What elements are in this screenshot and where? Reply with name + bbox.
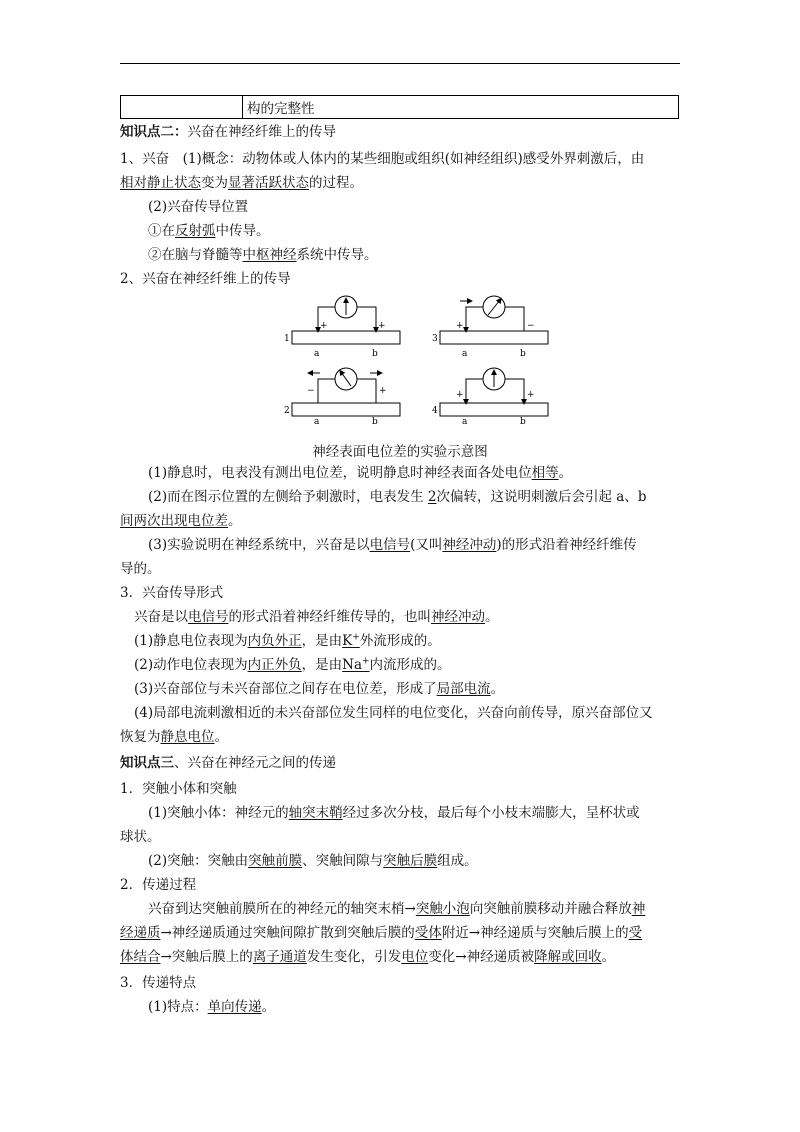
text: 3．传递特点 <box>120 975 197 991</box>
text: (3)实验说明在神经系统中，兴奋是以 <box>148 537 370 553</box>
text: 附近→神经递质与突触后膜上的 <box>441 925 629 941</box>
ion-charge: + <box>362 656 370 667</box>
answer-degraded-or-recycled: 降解或回收 <box>534 949 602 965</box>
answer-one-way: 单向传递 <box>207 999 262 1015</box>
ion-charge: + <box>352 632 360 643</box>
plus-sign: + <box>456 321 464 331</box>
point-b-label: b <box>372 417 378 425</box>
para-synapse-composition <box>148 852 478 870</box>
ion-symbol: Na <box>342 657 362 673</box>
answer-electric-signal: 电信号 <box>369 537 411 553</box>
para-one-way <box>148 998 275 1016</box>
text: 次偏转，这说明刺激后会引起 a、b <box>436 489 647 505</box>
text: (又叫 <box>410 537 443 553</box>
text: 发生变化，引发 <box>306 949 402 965</box>
potential-experiment-figure <box>280 293 560 425</box>
text: 球状。 <box>120 829 161 845</box>
para-stimulus-2 <box>120 512 242 530</box>
section-two-heading <box>120 123 336 141</box>
text: 变为 <box>201 175 228 191</box>
table-cell-right: 构的完整性 <box>243 96 679 119</box>
text: 变化→神经递质被 <box>428 949 535 965</box>
text: 2．传递过程 <box>120 877 197 893</box>
nerve-fiber <box>440 403 548 416</box>
section-two-heading-text: 兴奋在神经纤维上的传导 <box>187 124 336 140</box>
para-excitation-concept-2 <box>120 174 363 192</box>
text: 1．突触小体和突触 <box>120 781 237 797</box>
continuation-table <box>120 95 679 119</box>
text: (1)静息时，电表没有测出电位差，说明静息时神经表面各处电位 <box>148 465 532 481</box>
para-transmission-1 <box>148 900 645 918</box>
answer-potassium <box>342 633 360 649</box>
answer-synaptic-vesicle: 突触小泡 <box>415 901 470 917</box>
text: 3．兴奋传导形式 <box>120 585 224 601</box>
text: (1)静息电位表现为 <box>134 633 248 649</box>
section-three-heading-text: 、兴奋在神经元之间的传递 <box>174 755 336 771</box>
answer-two: 2 <box>427 489 437 505</box>
text: )的形式沿着神经纤维传 <box>496 537 637 553</box>
answer-resting-potential: 静息电位 <box>160 729 215 745</box>
answer-inner-positive: 内正外负 <box>247 657 302 673</box>
point-b-label: b <box>520 349 526 359</box>
text: (2)动作电位表现为 <box>134 657 248 673</box>
text: 恢复为 <box>120 729 161 745</box>
text: 兴奋到达突触前膜所在的神经元的轴突末梢→ <box>148 901 416 917</box>
text: 。 <box>228 513 242 529</box>
answer-postsynaptic-membrane: 突触后膜 <box>383 853 438 869</box>
text: 。 <box>485 609 499 625</box>
text: (2)突触：突触由 <box>148 853 249 869</box>
answer-neurotransmitter-start: 神 <box>631 901 646 917</box>
point-a-label: a <box>314 349 320 359</box>
answer-ion-channel: 离子通道 <box>252 949 307 965</box>
text: 1、兴奋 (1)概念：动物体或人体内的某些细胞或组织(如神经组织)感受外界刺激后，由 <box>120 151 645 167</box>
nerve-fiber <box>292 403 400 416</box>
text: 、突触间隙与 <box>302 853 384 869</box>
answer-active-state: 显著活跃状态 <box>228 175 309 191</box>
answer-equal: 相等 <box>531 465 559 481</box>
answer-nerve-impulse: 神经冲动 <box>442 537 497 553</box>
para-synaptic-knob-1 <box>148 804 640 822</box>
para-propagation-1 <box>134 704 653 722</box>
ion-symbol: K <box>342 633 353 649</box>
setup-number-1: 1 <box>284 334 290 344</box>
answer-sodium <box>342 657 369 673</box>
para-form-summary <box>134 608 499 626</box>
answer-inner-negative: 内负外正 <box>247 633 302 649</box>
para-resting-potential <box>134 632 441 650</box>
answer-potential: 电位 <box>401 949 429 965</box>
plus-sign: + <box>379 386 387 396</box>
text: (4)局部电流刺激相近的未兴奋部位发生同样的电位变化，兴奋向前传导，原兴奋部位又 <box>134 705 653 721</box>
para-experiment-conclusion-2 <box>120 560 161 578</box>
point-a-label: a <box>462 349 468 359</box>
point-a-label: a <box>314 417 320 425</box>
point-b-label: b <box>372 349 378 359</box>
subheading-transmission-process <box>120 876 196 894</box>
para-local-current <box>134 680 504 698</box>
text: 兴奋是以 <box>134 609 188 625</box>
para-central-nervous <box>148 246 378 264</box>
answer-presynaptic-membrane: 突触前膜 <box>248 853 303 869</box>
plus-sign: + <box>320 321 328 331</box>
answer-central-nervous: 中枢神经 <box>242 247 297 263</box>
setup-number-3: 3 <box>432 334 438 344</box>
text: ①在 <box>148 223 175 239</box>
text: 2、兴奋在神经纤维上的传导 <box>120 271 291 287</box>
text: 中传导。 <box>215 223 270 239</box>
point-b-label: b <box>520 417 526 425</box>
para-action-potential <box>134 656 451 674</box>
text: ，是由 <box>301 633 343 649</box>
text: 导的。 <box>120 561 161 577</box>
figure-caption: 神经表面电位差的实验示意图 <box>312 444 488 460</box>
para-synaptic-knob-2 <box>120 828 161 846</box>
text: 。 <box>558 465 573 481</box>
text: (1)突触小体：神经元的 <box>148 805 289 821</box>
text: →突触后膜上的 <box>160 949 253 965</box>
para-resting <box>148 464 572 482</box>
setup-number-2: 2 <box>284 406 290 416</box>
plus-sign: + <box>378 321 386 331</box>
text: 。 <box>601 949 616 965</box>
text: 系统中传导。 <box>296 247 378 263</box>
minus-sign: − <box>307 386 315 396</box>
text: (2)兴奋传导位置 <box>148 199 249 215</box>
answer-local-current: 局部电流 <box>436 681 491 697</box>
para-transmission-3 <box>120 948 615 966</box>
text: 内流形成的。 <box>369 657 451 673</box>
text: 。 <box>214 729 228 745</box>
answer-receptor-binding-start: 受 <box>628 925 643 941</box>
text: 的形式沿着神经纤维传导的，也叫 <box>228 609 431 625</box>
answer-nerve-impulse: 神经冲动 <box>431 609 485 625</box>
text: (1)特点： <box>148 999 208 1015</box>
text: ，是由 <box>301 657 343 673</box>
para-excitation-concept-1 <box>120 150 644 168</box>
answer-axon-terminal: 轴突末鞘 <box>288 805 343 821</box>
nerve-fiber <box>292 331 400 344</box>
subheading-synapse <box>120 780 237 798</box>
subheading-transmission-features <box>120 974 196 992</box>
para-propagation-2 <box>120 728 228 746</box>
table-cell-left <box>121 96 243 119</box>
subheading-fiber-conduction <box>120 270 291 288</box>
answer-receptor: 受体 <box>414 925 442 941</box>
answer-electric-signal: 电信号 <box>188 609 229 625</box>
section-three-heading-bold: 知识点三 <box>120 755 174 771</box>
point-a-label: a <box>462 417 468 425</box>
para-stimulus-1 <box>148 488 647 506</box>
text: 经过多次分枝，最后每个小枝末端膨大，呈杯状或 <box>342 805 640 821</box>
para-experiment-conclusion-1 <box>148 536 637 554</box>
text: (2)而在图示位置的左侧给予刺激时，电表发生 <box>148 489 428 505</box>
answer-relative-rest: 相对静止状态 <box>120 175 201 191</box>
minus-sign: − <box>527 321 535 331</box>
subheading-conduction-form <box>120 584 223 602</box>
text: 外流形成的。 <box>359 633 441 649</box>
plus-sign: + <box>527 390 535 400</box>
text: (3)兴奋部位与未兴奋部位之间存在电位差，形成了 <box>134 681 437 697</box>
plus-sign: + <box>456 390 464 400</box>
nerve-fiber <box>440 331 548 344</box>
answer-two-differences: 间两次出现电位差 <box>120 513 228 529</box>
section-three-heading <box>120 754 336 772</box>
header-rule <box>120 63 680 64</box>
text: 的过程。 <box>309 175 363 191</box>
text: 组成。 <box>437 853 478 869</box>
text: 。 <box>261 999 276 1015</box>
section-two-heading-bold: 知识点二： <box>120 124 188 140</box>
para-transmission-2 <box>120 924 642 942</box>
para-reflex-arc <box>148 222 270 240</box>
para-conduction-location <box>148 198 248 216</box>
text: 。 <box>490 681 505 697</box>
setup-1 <box>292 296 400 344</box>
answer-neurotransmitter-end: 经递质 <box>120 925 161 941</box>
setup-3 <box>440 296 548 344</box>
answer-receptor-binding-end: 体结合 <box>120 949 161 965</box>
text: 向突触前膜移动并融合释放 <box>469 901 632 917</box>
text: ②在脑与脊髓等 <box>148 247 243 263</box>
answer-reflex-arc: 反射弧 <box>175 223 216 239</box>
text: →神经递质通过突触间隙扩散到突触后膜的 <box>160 925 415 941</box>
setup-number-4: 4 <box>432 406 438 416</box>
